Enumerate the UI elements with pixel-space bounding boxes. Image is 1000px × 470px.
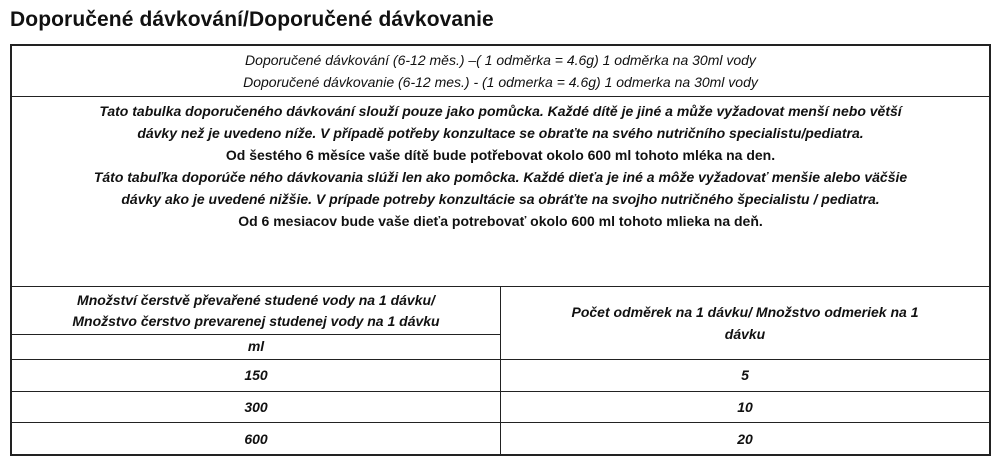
water-unit-label: ml (247, 338, 265, 354)
table-row (12, 423, 989, 454)
water-column-header (12, 287, 501, 359)
water-column-title (12, 287, 500, 335)
water-amount-cell: 600 (12, 423, 501, 454)
intro-sk-line-2: dávky ako je uvedené nižšie. V prípade potreby konzultácie sa obráťte na svojho nutričného špecialistu / pediatra. (121, 191, 880, 207)
intro-text-box (12, 97, 989, 287)
scoops-header-line-1: Počet odměrek na 1 dávku/ Množstvo odmeriek na 1 (571, 304, 919, 320)
dosage-grid (12, 287, 989, 454)
table-header-row (12, 287, 989, 360)
dosage-line-cz: Doporučené dávkování (6-12 měs.) –( 1 odměrka = 4.6g) 1 odměrka na 30ml vody (245, 52, 756, 68)
water-header-cz: Množství čerstvě převařené studené vody na 1 dávku/ (77, 292, 435, 308)
scoops-header-line-2: dávku (724, 326, 766, 342)
scoops-column-header (501, 287, 989, 359)
water-amount-cell: 300 (12, 392, 501, 423)
table-row (12, 392, 989, 424)
page-title: Doporučené dávkování/Doporučené dávkovanie (10, 8, 494, 31)
recommended-dosage-box (12, 46, 989, 97)
scoops-count-cell: 5 (741, 367, 749, 384)
intro-sk-line-3: Od 6 mesiacov bude vaše dieťa potrebovať okolo 600 ml tohoto mlieka na deň. (238, 213, 763, 229)
intro-sk-line-1: Táto tabuľka doporúče ného dávkovania slúži len ako pomôcka. Každé dieťa je iné a môže vyžadovať menšie alebo väčšie (93, 169, 908, 185)
scoops-count-cell: 10 (737, 399, 753, 415)
water-amount-cell: 150 (12, 360, 501, 391)
table-row (12, 360, 989, 392)
water-header-sk: Množstvo čerstvo prevarenej studenej vody na 1 dávku (72, 313, 440, 329)
dosage-line-sk: Doporučené dávkovanie (6-12 mes.) - (1 odmerka = 4.6g) 1 odmerka na 30ml vody (243, 74, 758, 90)
intro-cz-line-1: Tato tabulka doporučeného dávkování slouží pouze jako pomůcka. Každé dítě je jiné a může vyžadovat menší nebo větší (99, 103, 902, 119)
intro-cz-line-3: Od šestého 6 měsíce vaše dítě bude potřebovat okolo 600 ml tohoto mléka na den. (225, 147, 776, 163)
intro-cz-line-2: dávky než je uvedeno níže. V případě potřeby konzultace se obraťte na svého nutričního specialistu/pediatra. (137, 125, 864, 141)
scoops-count-cell: 20 (737, 430, 753, 447)
dosage-table-frame (10, 44, 991, 456)
